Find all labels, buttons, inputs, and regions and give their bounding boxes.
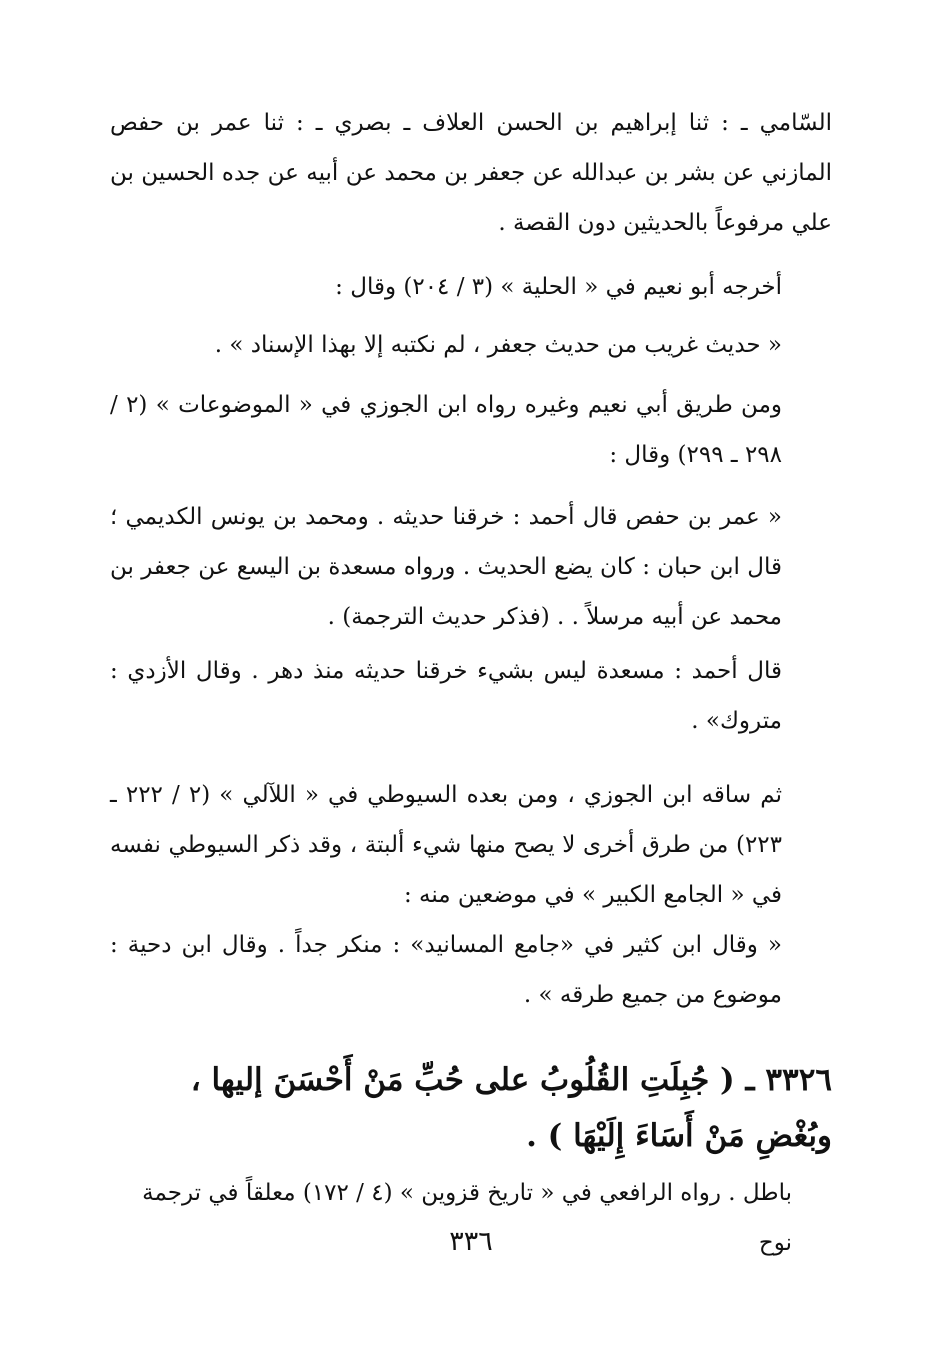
quote-abu-nuaym: « حديث غريب من حديث جعفر ، لم نكتبه إلا بهذا الإسناد » .	[214, 332, 782, 358]
paragraph-suyuti-reference: ثم ساقه ابن الجوزي ، ومن بعده السيوطي في « اللآلي » (٢ / ٢٢٢ ـ ٢٢٣) من طرق أخرى لا يصح منها شيء ألبتة ، وقد ذكر السيوطي نفسه في « الجامع الكبير » في موضعين منه :	[110, 782, 782, 908]
quote-ibn-kathir: « وقال ابن كثير في «جامع المسانيد» : منكر جداً . وقال ابن دحية : موضوع من جميع طرقه » .	[110, 932, 782, 1008]
paragraph-hilya-reference: أخرجه أبو نعيم في « الحلية » (٣ / ٢٠٤) وقال :	[335, 274, 782, 300]
paragraph-isnad: السّامي ـ : ثنا إبراهيم بن الحسن العلاف ـ بصري ـ : ثنا عمر بن حفص المازني عن بشر بن عبدالله عن جعفر بن محمد عن أبيه عن جده الحسين بن علي مرفوعاً بالحديثين دون القصة .	[110, 110, 832, 236]
quote-ibn-al-jawzi: « عمر بن حفص قال أحمد : خرقنا حديثه . ومحمد بن يونس الكديمي ؛ قال ابن حبان : كان يضع الحديث . ورواه مسعدة بن اليسع عن جعفر بن محمد عن أبيه مرسلاً . . (فذكر حديث الترجمة) .	[110, 504, 782, 630]
hadith-heading: ٣٣٢٦ ـ ( جُبِلَتِ القُلُوبُ على حُبِّ مَنْ أَحْسَنَ إليها ، وبُغْضِ مَنْ أَسَاءَ إِلَيْهَا ) .	[190, 1062, 832, 1154]
quote-ahmad-azdi: قال أحمد : مسعدة ليس بشيء خرقنا حديثه منذ دهر . وقال الأزدي : متروك» .	[110, 658, 782, 734]
paragraph-mawduat-reference: ومن طريق أبي نعيم وغيره رواه ابن الجوزي في « الموضوعات » (٢ / ٢٩٨ ـ ٢٩٩) وقال :	[110, 392, 782, 468]
page-number: ٣٣٦	[449, 1226, 493, 1257]
paragraph-rafii-reference: باطل . رواه الرافعي في « تاريخ قزوين » (٤ / ١٧٢) معلقاً في ترجمة نوح	[142, 1180, 792, 1256]
